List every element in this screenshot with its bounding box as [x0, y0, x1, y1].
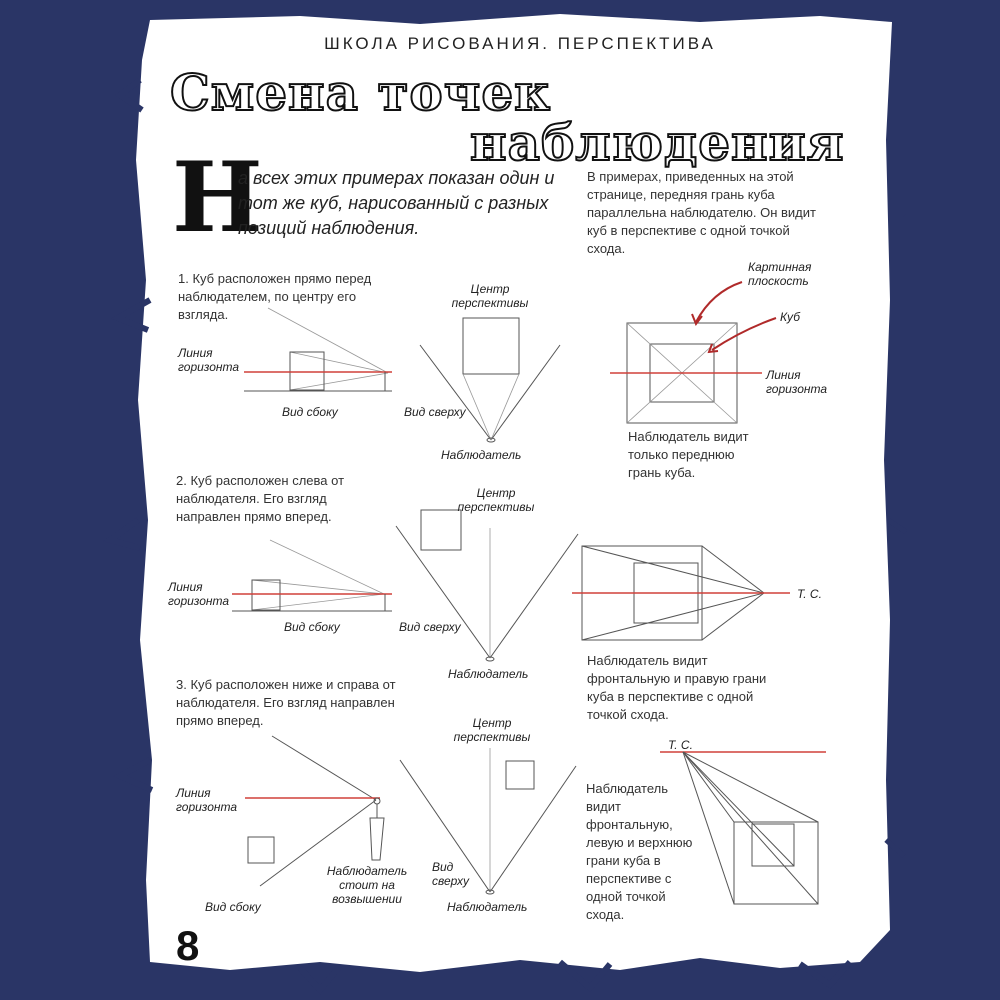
- s3-top-view-label: Вид сверху: [432, 860, 469, 888]
- s3-side-view-label: Вид сбоку: [205, 900, 261, 914]
- s2-top-view: [396, 510, 578, 661]
- s1-horizon-label: Линия горизонта: [178, 346, 240, 374]
- s1-result: Наблюдатель видит только переднюю грань куба.: [628, 429, 749, 480]
- s2-observer-label: Наблюдатель: [448, 667, 529, 681]
- s3-top-cube: [506, 761, 534, 789]
- s2-top-view-label: Вид сверху: [399, 620, 461, 634]
- s2-horizon-label: Линия горизонта: [168, 580, 230, 608]
- s2-top-cube: [421, 510, 461, 550]
- s1-arrow-plane: [696, 282, 742, 322]
- s3-pedestal: [370, 818, 384, 860]
- s2-side-view: [232, 540, 392, 611]
- s1-horizon-right-label: Линия горизонта: [766, 368, 828, 396]
- s2-result: Наблюдатель видит фронтальную и правую грани куба в перспективе с одной точкой схода.: [587, 653, 767, 722]
- s1-caption: 1. Куб расположен прямо перед наблюдателем, по центру его взгляда.: [178, 271, 372, 322]
- s2-caption: 2. Куб расположен слева от наблюдателя. Его взгляд направлен прямо вперед.: [176, 473, 345, 524]
- s1-side-cube: [290, 352, 324, 390]
- side-note: В примерах, приведенных на этой странице, передняя грань куба параллельна наблюдателю. Он видит куб в перспективе с одной точкой схода.: [587, 169, 816, 256]
- s2-perspective: [572, 546, 790, 640]
- title-line-1: Смена точек: [170, 63, 552, 122]
- s2-side-view-label: Вид сбоку: [284, 620, 340, 634]
- s3-front-face: [734, 822, 818, 904]
- s1-top-view-label: Вид сверху: [404, 405, 466, 419]
- s1-center-label: Центр перспективы: [451, 282, 529, 310]
- s3-result: Наблюдатель видит фронтальную, левую и верхнюю грани куба в перспективе с одной точкой схода.: [586, 781, 693, 922]
- s3-elevated-label: Наблюдатель стоит на возвышении: [326, 864, 408, 906]
- intro-text: а всех этих примерах показан один и тот же куб, нарисованный с разных позиций наблюдения.: [238, 168, 555, 238]
- s1-cube-label: Куб: [780, 310, 800, 324]
- s1-picture-plane-label: Картинная плоскость: [748, 260, 812, 288]
- page-number: 8: [176, 922, 200, 969]
- s3-vp-label: Т. С.: [668, 738, 693, 752]
- s1-observer-label: Наблюдатель: [441, 448, 522, 462]
- s3-horizon-label: Линия горизонта: [176, 786, 238, 814]
- s3-top-view: [400, 748, 576, 894]
- s3-side-cube: [248, 837, 274, 863]
- s2-side-cube: [252, 580, 280, 610]
- s3-caption: 3. Куб расположен ниже и справа от наблюдателя. Его взгляд направлен прямо вперед.: [176, 677, 396, 728]
- title-line-2: наблюдения: [470, 113, 845, 172]
- page-header: ШКОЛА РИСОВАНИЯ. ПЕРСПЕКТИВА: [324, 34, 716, 53]
- drop-cap: Н: [172, 141, 263, 254]
- s2-center-label: Центр перспективы: [457, 486, 535, 514]
- s1-top-cube: [463, 318, 519, 374]
- s3-observer-label: Наблюдатель: [447, 900, 528, 914]
- s1-side-view-label: Вид сбоку: [282, 405, 338, 419]
- s1-perspective: [610, 282, 776, 423]
- s1-top-view: [420, 318, 560, 442]
- s3-center-label: Центр перспективы: [453, 716, 531, 744]
- s2-vp-label: Т. С.: [797, 587, 822, 601]
